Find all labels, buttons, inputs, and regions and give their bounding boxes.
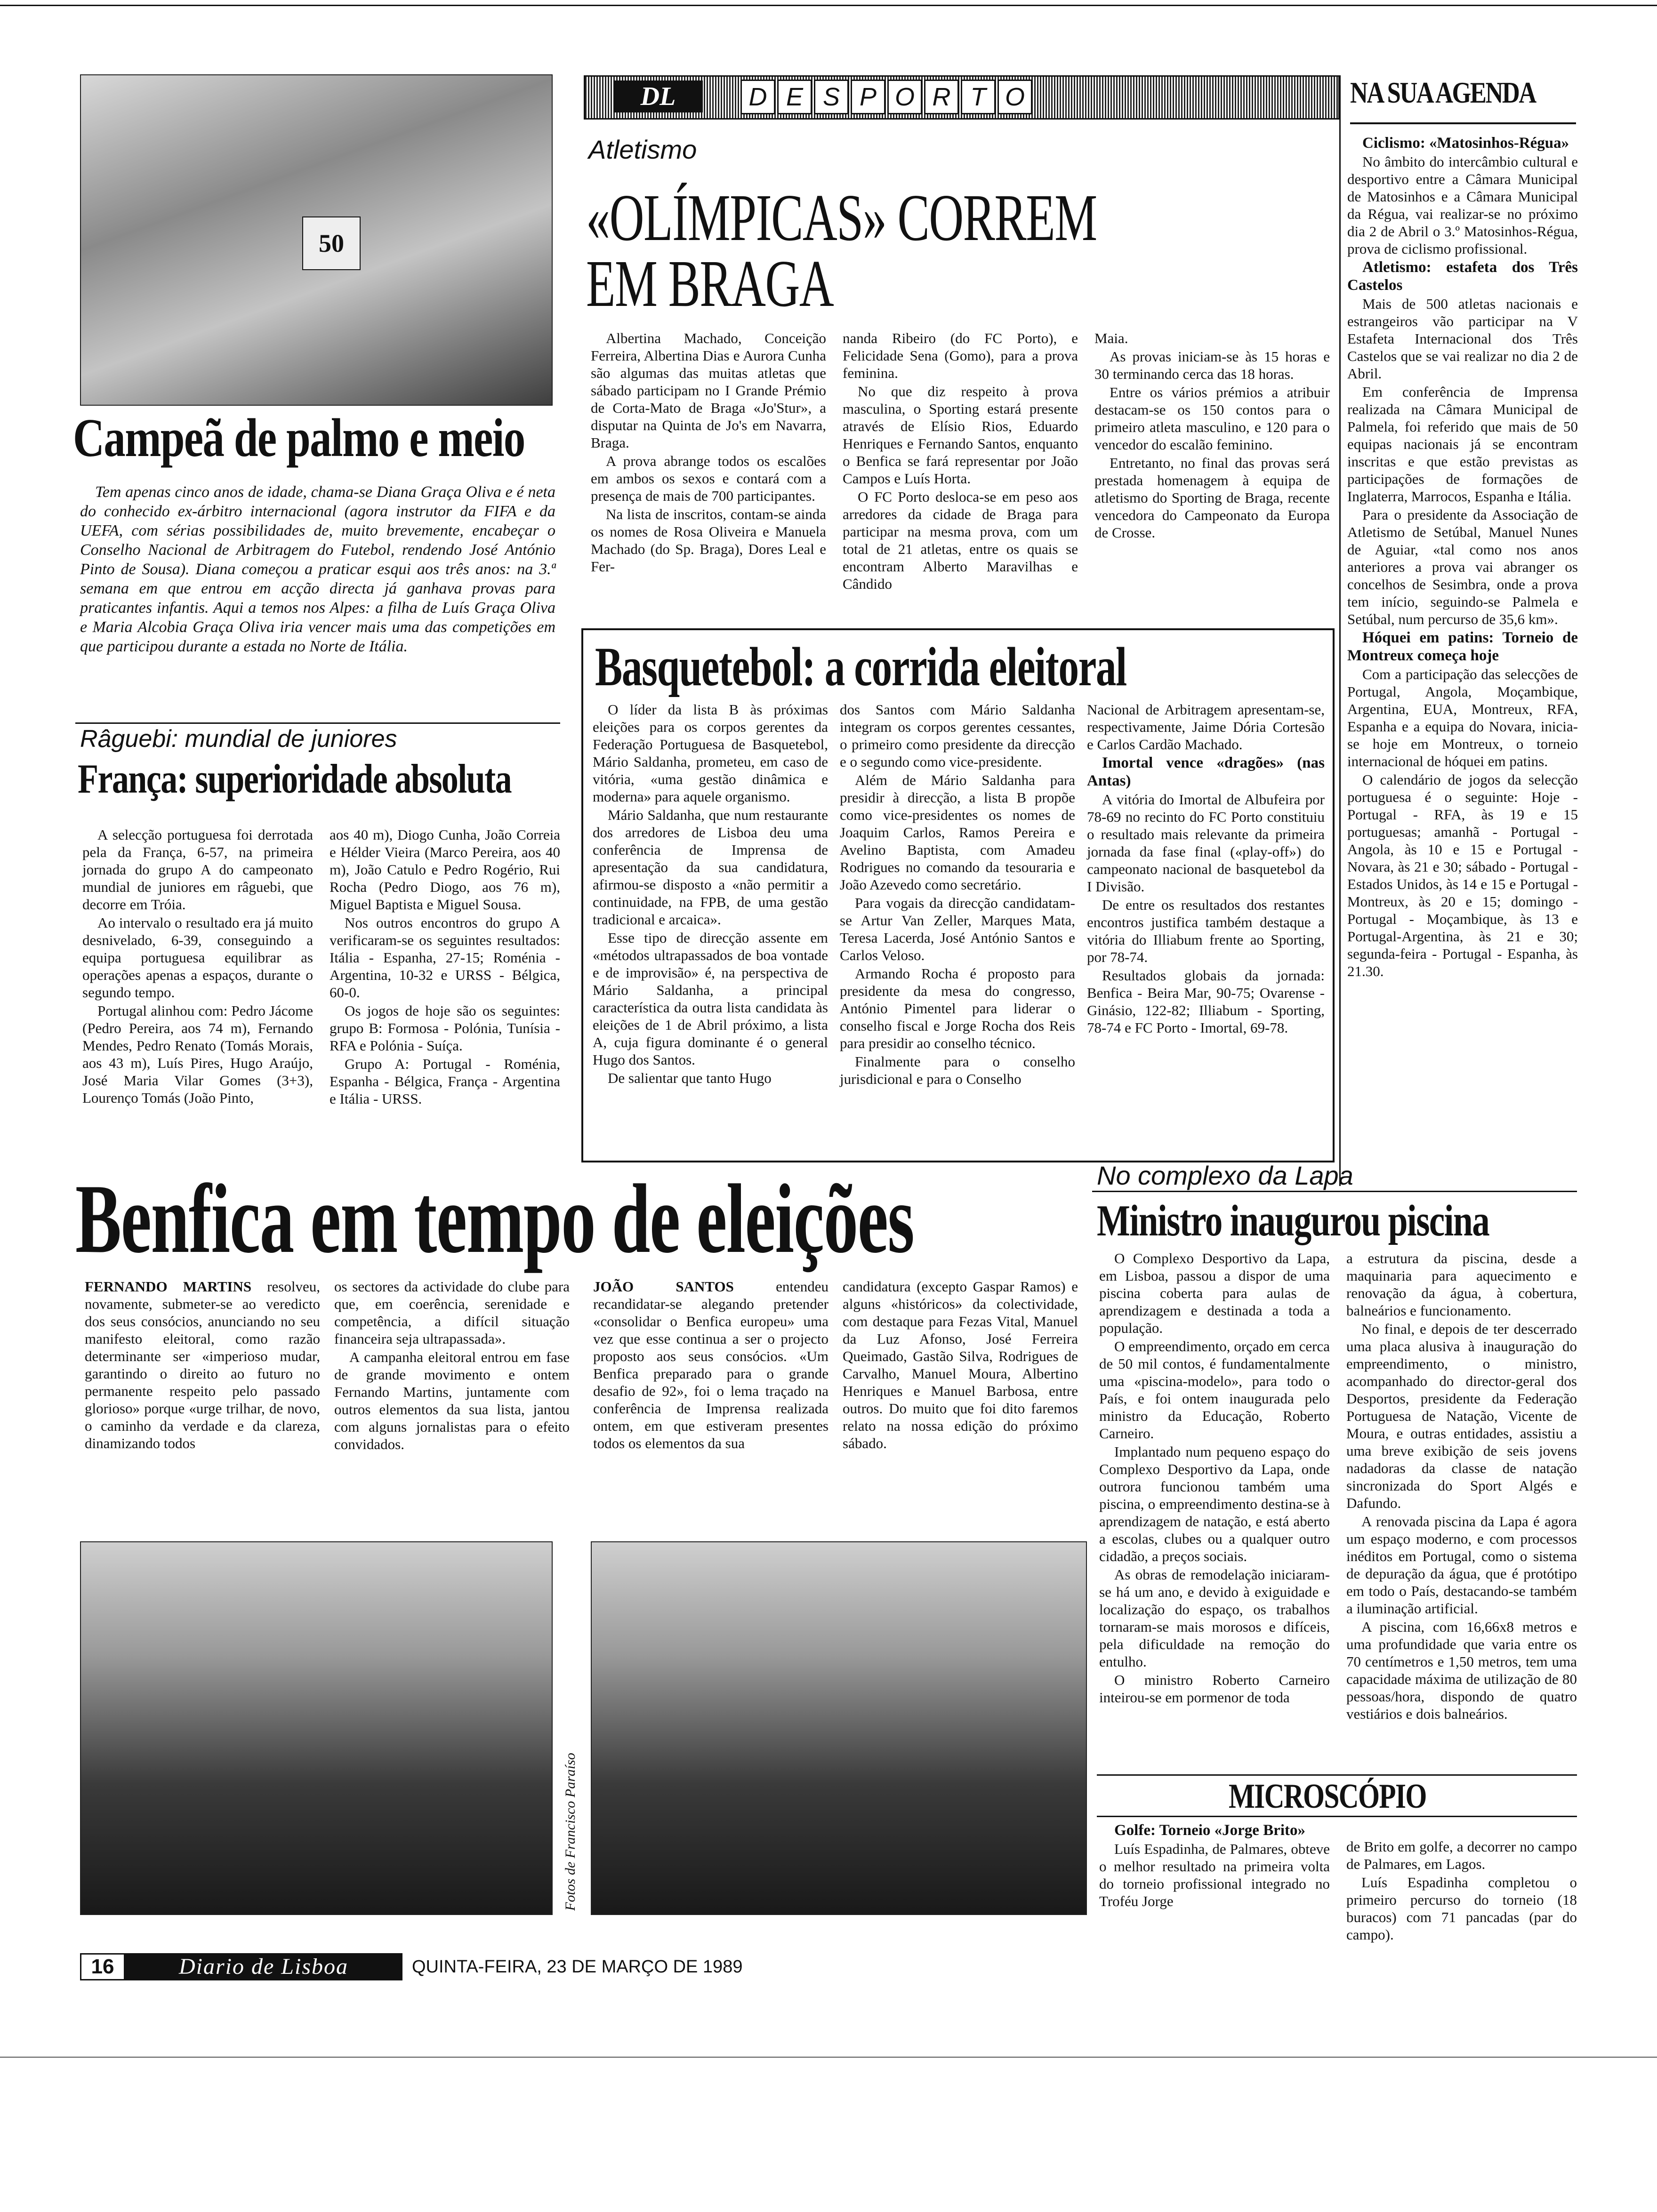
section-letter: E xyxy=(777,80,812,114)
benfica-col1-text: resolveu, novamente, submeter-se ao veredicto dos seus consócios, anunciando no seu manifesto eleitoral, como razão determinante ser «imperioso mudar, garantindo o direito ao futuro no permanente respeito pelo passado glorioso» porque «urge trilhar, de novo, o caminho da verdade e da clareza, dinamizando todos xyxy=(85,1278,320,1451)
paragraph: Entretanto, no final das provas será prestada homenagem à equipa de atletismo do Sporting de Braga, recente vencedora do Campeonato da Europa de Crosse. xyxy=(1094,455,1330,541)
benfica-col1 xyxy=(85,1278,320,1453)
agenda-item-title: Hóquei em patins: Torneio de Montreux começa hoje xyxy=(1347,629,1578,664)
paragraph: De salientar que tanto Hugo xyxy=(608,1070,772,1086)
paragraph: O empreendimento, orçado em cerca de 50 mil contos, é fundamentalmente uma «piscina-modelo», para todo o País, e foi ontem inaugurada pelo ministro da Educação, Roberto Carneiro. xyxy=(1099,1338,1330,1442)
footer-page-number: 16 xyxy=(80,1953,125,1980)
paragraph: Entre os vários prémios a atribuir destacam-se os 150 contos para o primeiro atleta masculino, e 120 para o vencedor do escalão feminino. xyxy=(1094,384,1330,453)
benfica-col1-para xyxy=(85,1278,320,1452)
lapa-kicker: No complexo da Lapa xyxy=(1097,1161,1353,1190)
paragraph: Os jogos de hoje são os seguintes: grupo B: Formosa - Polónia, Tunísia - RFA e Polónia - Suíça. xyxy=(330,1002,560,1054)
campea-text: Tem apenas cinco anos de idade, chama-se Diana Graça Oliva e é neta do conhecido ex-árbitro internacional (agora instrutor da FIFA e da UEFA, com sérias possibilidades de, muito brevemente, encabeçar o Conselho Nacional de Arbitragem do Futebol, rendendo José António Pinto de Sousa). Diana começou a praticar esqui aos três anos: na 3.ª semana em que entrou em acção directa já ganhava provas para praticantes infantis. Aqui a temos nos Alpes: a filha de Luís Graça Oliva e Maria Alcobia Graça Oliva iria vencer mais uma das competições em que participou durante a estada no Norte de Itália. xyxy=(80,483,555,655)
agenda-title: NA SUA AGENDA xyxy=(1350,76,1536,109)
lapa-col2 xyxy=(1346,1250,1577,1723)
campea-body xyxy=(80,482,555,657)
basquete-col3-top: Nacional de Arbitragem apresentam-se, respectivamente, Jaime Dória Cortesão e Carlos Cardão Machado. xyxy=(1087,701,1325,753)
benfica-byline: FERNANDO MARTINS xyxy=(85,1278,252,1295)
benfica-col2 xyxy=(334,1278,570,1454)
paragraph: O FC Porto desloca-se em peso aos arredores da cidade de Braga para participar na mesma prova, com um total de 21 atletas, entre os quais se encontram Alberto Maravilhas e Cândido xyxy=(843,489,1078,592)
microscopio-col1-text: Luís Espadinha, de Palmares, obteve o melhor resultado na primeira volta do torneio profissional integrado no Troféu Jorge xyxy=(1099,1841,1330,1909)
olimpicas-col2 xyxy=(843,329,1078,593)
top-rule xyxy=(0,5,1657,6)
paragraph: Albertina Machado, Conceição Ferreira, Albertina Dias e Aurora Cunha são algumas das muitas atletas que sábado participam no I Grande Prémio de Corta-Mato de Braga «Jo'Stur», a disputar na Quinta de Jo's em Navarra, Braga. xyxy=(591,330,826,451)
section-banner xyxy=(584,75,1340,120)
paragraph: No final, e depois de ter descerrado uma placa alusiva à inauguração do empreendimento, o ministro, acompanhado do director-geral dos Desportos, presidente da Federação Portuguesa de Natação, Vicente de Moura, e outras entidades, assistiu a uma breve exibição de seis jovens nadadoras da classe de natação sincronizada do Sport Algés e Dafundo. xyxy=(1346,1321,1577,1511)
benfica-col4-text: candidatura (excepto Gaspar Ramos) e alguns «históricos» da colectividade, com destaque para Fezas Vital, Manuel da Luz Afonso, José Ferreira Queimado, Gastão Silva, Rodrigues de Carvalho, Manuel Moura, Albertino Henriques e Manuel Barbosa, entre outros. Do muito que foi dito faremos relato na nossa edição do próximo sábado. xyxy=(843,1278,1078,1451)
paragraph: Armando Rocha é proposto para presidente da mesa do congresso, António Pimentel para liderar o conselho fiscal e Jorge Rocha dos Reis para presidir ao conselho técnico. xyxy=(840,965,1075,1051)
basquete-subhead: Imortal vence «dragões» (nas Antas) xyxy=(1087,754,1325,789)
raguebi-rule xyxy=(75,722,560,724)
paragraph: Além de Mário Saldanha para presidir à direcção, a lista B propõe como vice-presidentes os nomes de Joaquim Carlos, Ramos Pereira e Avelino Baptista, com Amadeu Rodrigues no comando da tesouraria e João Azevedo como secretário. xyxy=(840,772,1075,893)
agenda-header xyxy=(1350,71,1576,124)
benfica-photo-1 xyxy=(80,1541,553,1915)
paragraph: A campanha eleitoral entrou em fase de grande movimento e ontem Fernando Martins, juntamente com outros elementos da sua lista, jantou com alguns jornalistas para o efeito convidados. xyxy=(334,1349,570,1452)
olimpicas-kicker: Atletismo xyxy=(588,135,697,164)
section-letter: O xyxy=(887,80,922,114)
paragraph: aos 40 m), Diogo Cunha, João Correia e Hélder Vieira (Marco Pereira, aos 40 m), João Catulo e Pedro Rogério, Rui Rocha (Pedro Diogo, aos 76 m), Miguel Baptista e Miguel Sousa. xyxy=(330,826,560,913)
agenda-item-title: Ciclismo: «Matosinhos-Régua» xyxy=(1362,135,1569,152)
section-letter: R xyxy=(924,80,959,114)
olimpicas-col1 xyxy=(591,329,826,576)
raguebi-kicker: Râguebi: mundial de juniores xyxy=(80,725,397,753)
section-letter: S xyxy=(814,80,849,114)
paragraph: As provas iniciam-se às 15 horas e 30 terminando cerca das 18 horas. xyxy=(1094,348,1330,382)
paragraph: A renovada piscina da Lapa é agora um espaço moderno, e com processos inéditos em Portugal, como o sistema de depuração da água, que é protótipo em todo o País, destacando-se também a iluminação artificial. xyxy=(1346,1513,1577,1617)
paragraph: Para vogais da direcção candidatam-se Artur Van Zeller, Marques Mata, Teresa Lacerda, José António Santos e Carlos Veloso. xyxy=(840,895,1075,963)
section-letter: D xyxy=(740,80,775,114)
paragraph: a estrutura da piscina, desde a maquinaria para aquecimento e renovação da água, à cobertura, balneários e funcionamento. xyxy=(1346,1250,1577,1319)
paragraph: A vitória do Imortal de Albufeira por 78-69 no recinto do FC Porto constituiu o resultado mais relevante da primeira jornada da fase final («play-off») do campeonato nacional de basquetebol da I Divisão. xyxy=(1087,791,1325,895)
paragraph: No que diz respeito à prova masculina, o Sporting estará presente através de Elísio Rios, Eduardo Henriques e Fernando Santos, enquanto o Benfica se fará representar por João Campos e Luís Horta. xyxy=(843,383,1078,487)
benfica-col4 xyxy=(843,1278,1078,1453)
raguebi-col1 xyxy=(82,826,313,1107)
microscopio-col1 xyxy=(1099,1821,1330,1911)
paragraph: Implantado num pequeno espaço do Complexo Desportivo da Lapa, onde outrora funcionou também uma piscina, o empreendimento destina-se à aprendizagem de natação, e está aberto a escolas, clubes ou a qualquer outro cidadão, a preços sociais. xyxy=(1099,1443,1330,1564)
paragraph: O líder da lista B às próximas eleições para os corpos gerentes da Federação Portuguesa de Basquetebol, Mário Saldanha, prometeu, em caso de vitória, «uma gestão dinâmica e moderna» para aquele organismo. xyxy=(593,701,828,805)
raguebi-headline: França: superioridade absoluta xyxy=(78,756,511,802)
paragraph: Mário Saldanha, que num restaurante dos arredores de Lisboa deu uma conferência de Imprensa de apresentação da sua candidatura, afirmou-se disposto a «não permitir a continuidade, na FPB, de uma gestão tradicional e arcaica». xyxy=(593,807,828,928)
paragraph: Finalmente para o conselho jurisdicional e para o Conselho xyxy=(840,1053,1075,1087)
benfica-photo-2 xyxy=(591,1541,1087,1915)
paragraph: O ministro Roberto Carneiro inteirou-se em pormenor de toda xyxy=(1099,1672,1330,1706)
paragraph: Grupo A: Portugal - Roménia, Espanha - Bélgica, França - Argentina e Itália - URSS. xyxy=(330,1056,560,1107)
agenda-item-text: Para o presidente da Associação de Atletismo de Setúbal, Manuel Nunes de Aguiar, «tal como nos anos anteriores a prova vai abranger os concelhos de Sesimbra, onde a prova tem início, seguindo-se Palmela e Setúbal, num percurso de 35,6 km». xyxy=(1347,506,1578,627)
paragraph: de Brito em golfe, a decorrer no campo de Palmares, em Lagos. xyxy=(1346,1838,1577,1872)
paragraph: A piscina, com 16,66x8 metros e uma profundidade que varia entre os 70 centímetros e 1,50 metros, tem uma capacidade máxima de utilização de 80 pessoas/hora, dispondo de quatro vestiários e dois balneários. xyxy=(1346,1619,1577,1722)
agenda-item-text: Com a participação das selecções de Portugal, Angola, Moçambique, Argentina, EUA, Montreux, RFA, Espanha e a equipa do Novara, inicia-se hoje em Montreux, o torneio internacional de hóquei em patins. xyxy=(1347,666,1578,769)
paragraph: A prova abrange todos os escalões em ambos os sexos e contará com a presença de mais de 700 participantes. xyxy=(591,453,826,504)
paragraph: O Complexo Desportivo da Lapa, em Lisboa, passou a dispor de uma piscina coberta para aulas de aprendizagem e destinada a toda a população. xyxy=(1099,1250,1330,1336)
benfica-byline2: JOÃO SANTOS xyxy=(593,1278,734,1295)
section-letters xyxy=(740,80,1034,113)
paragraph: os sectores da actividade do clube para que, em coerência, serenidade e competência, a difícil situação financeira seja ultrapassada». xyxy=(334,1278,570,1347)
benfica-headline: Benfica em tempo de eleições xyxy=(75,1164,914,1274)
paragraph: De entre os resultados dos restantes encontros justifica também destaque a vitória do Illiabum frente ao Sporting, por 78-74. xyxy=(1087,897,1325,965)
microscopio-col2 xyxy=(1346,1838,1577,1944)
olimpicas-col3 xyxy=(1094,329,1330,542)
agenda-item-text: Mais de 500 atletas nacionais e estrangeiros vão participar na V Estafeta Internacional dos Três Castelos que se vai realizar no dia 2 de Abril. xyxy=(1347,296,1578,382)
microscopio-header xyxy=(1097,1774,1577,1817)
paragraph: dos Santos com Mário Saldanha integram os corpos gerentes cessantes, o primeiro como presidente da direcção e o segundo como vice-presidente. xyxy=(840,701,1075,770)
paragraph: nanda Ribeiro (do FC Porto), e Felicidade Sena (Gomo), para a prova feminina. xyxy=(843,330,1078,381)
basquete-col1 xyxy=(593,701,828,1088)
paragraph: A selecção portuguesa foi derrotada pela da França, 6-57, na primeira jornada do grupo A do campeonato mundial de juniores em râguebi, que decorre em Tróia. xyxy=(82,826,313,913)
olimpicas-headline-2: EM BRAGA xyxy=(586,246,834,321)
microscopio-title: MICROSCÓPIO xyxy=(1229,1777,1426,1816)
footer-paper-name: Diario de Lisboa xyxy=(125,1953,402,1980)
paragraph: Esse tipo de direcção assente em «métodos ultrapassados de boa vontade e de improvisão» é, na perspectiva de Mário Saldanha, a principal característica da outra lista candidata às eleições de 1 de Abril próximo, a lista A, cuja figura dominante é o general Hugo dos Santos. xyxy=(593,930,828,1068)
paragraph: Na lista de inscritos, contam-se ainda os nomes de Rosa Oliveira e Manuela Machado (do Sp. Braga), Dores Leal e Fer- xyxy=(591,506,826,575)
benfica-col3 xyxy=(593,1278,828,1453)
olimpicas-headline-1: «OLÍMPICAS» CORREM xyxy=(586,180,1097,255)
paragraph: Ao intervalo o resultado era já muito desnivelado, 6-39, conseguindo a equipa portuguesa equilibrar as operações apenas a espaços, durante o segundo tempo. xyxy=(82,914,313,1001)
microscopio-item-title: Golfe: Torneio «Jorge Brito» xyxy=(1114,1822,1306,1839)
agenda-column xyxy=(1347,134,1578,981)
section-letter: T xyxy=(961,80,996,114)
paragraph: As obras de remodelação iniciaram-se há um ano, e devido à exiguidade e localização do espaço, os trabalhos tornaram-se mais morosos e difíceis, pela dificuldade na remoção do entulho. xyxy=(1099,1566,1330,1670)
agenda-divider xyxy=(1339,75,1341,1186)
section-letter: O xyxy=(997,80,1032,114)
basquete-col2 xyxy=(840,701,1075,1089)
agenda-item-text: No âmbito do intercâmbio cultural e desportivo entre a Câmara Municipal de Matosinhos e a Câmara Municipal da Régua, vai realizar-se no próximo dia 2 de Abril o 3.º Matosinhos-Régua, prova de ciclismo profissional. xyxy=(1347,153,1578,257)
benfica-col3-text: entendeu recandidatar-se alegando pretender «consolidar o Benfica europeu» uma vez que esse continua a ser o projecto proposto aos seus consócios. «Um Benfica preparado para o grande desafio de 92», foi o lema traçado na conferência de Imprensa realizada ontem, em que estiveram presentes todos os elementos da sua xyxy=(593,1278,828,1451)
footer-date: QUINTA-FEIRA, 23 DE MARÇO DE 1989 xyxy=(412,1957,743,1977)
lapa-col1 xyxy=(1099,1250,1330,1707)
ski-bib: 50 xyxy=(302,216,361,270)
bottom-rule xyxy=(0,2057,1657,2058)
paragraph: Resultados globais da jornada: Benfica - Beira Mar, 90-75; Ovarense - Ginásio, 122-82; Illiabum - Sporting, 78-74 e FC Porto - Imortal, 69-78. xyxy=(1087,967,1325,1036)
section-letter: P xyxy=(851,80,885,114)
photo-credit: Fotos de Francisco Paraíso xyxy=(563,1753,578,1911)
agenda-item-title: Atletismo: estafeta dos Três Castelos xyxy=(1347,259,1578,294)
paragraph: Luís Espadinha completou o primeiro percurso do torneio (18 buracos) com 71 pancadas (par do campo). xyxy=(1346,1874,1577,1943)
raguebi-col2 xyxy=(330,826,560,1108)
section-logo: DL xyxy=(613,80,703,112)
ski-photo xyxy=(80,74,553,406)
agenda-item-text: Em conferência de Imprensa realizada na Câmara Municipal de Palmela, foi referido que mais de 50 equipas nacionais já se encontram inscritas e que estão previstas as participações de formações de Inglaterra, Marrocos, Espanha e Itália. xyxy=(1347,384,1578,505)
basquete-box xyxy=(581,628,1335,1162)
benfica-col3-para xyxy=(593,1278,828,1452)
basquete-col3-body xyxy=(1087,791,1325,1036)
lapa-rule xyxy=(1092,1191,1577,1192)
paragraph: Nos outros encontros do grupo A verificaram-se os seguintes resultados: Itália - Espanha, 27-15; Roménia - Argentina, 10-32 e URSS - Bélgica, 60-0. xyxy=(330,914,560,1001)
campea-headline: Campeã de palmo e meio xyxy=(73,408,525,468)
basquete-headline: Basquetebol: a corrida eleitoral xyxy=(595,636,1126,697)
lapa-headline: Ministro inaugurou piscina xyxy=(1097,1196,1489,1245)
basquete-col3 xyxy=(1087,701,1325,1037)
paragraph: Portugal alinhou com: Pedro Jácome (Pedro Pereira, aos 74 m), Fernando Mendes, Pedro Renato (Tomás Morais, aos 43 m), Luís Pires, Hugo Araújo, José Maria Vilar Gomes (3+3), Lourenço Tomás (João Pinto, xyxy=(82,1002,313,1106)
paragraph: Maia. xyxy=(1094,330,1128,346)
agenda-item-text: O calendário de jogos da selecção portuguesa é o seguinte: Hoje - Portugal - RFA, às 19 e 15 portuguesas; amanhã - Portugal - Angola, às 10 e 15 e Portugal - Novara, às 21 e 30; sábado - Portugal - Estados Unidos, às 14 e 15 e Portugal - Montreux, às 20 e 15; domingo - Portugal - Moçambique, às 13 e Portugal-Argentina, às 21 e 30; segunda-feira - Portugal - Espanha, às 21.30. xyxy=(1347,771,1578,979)
